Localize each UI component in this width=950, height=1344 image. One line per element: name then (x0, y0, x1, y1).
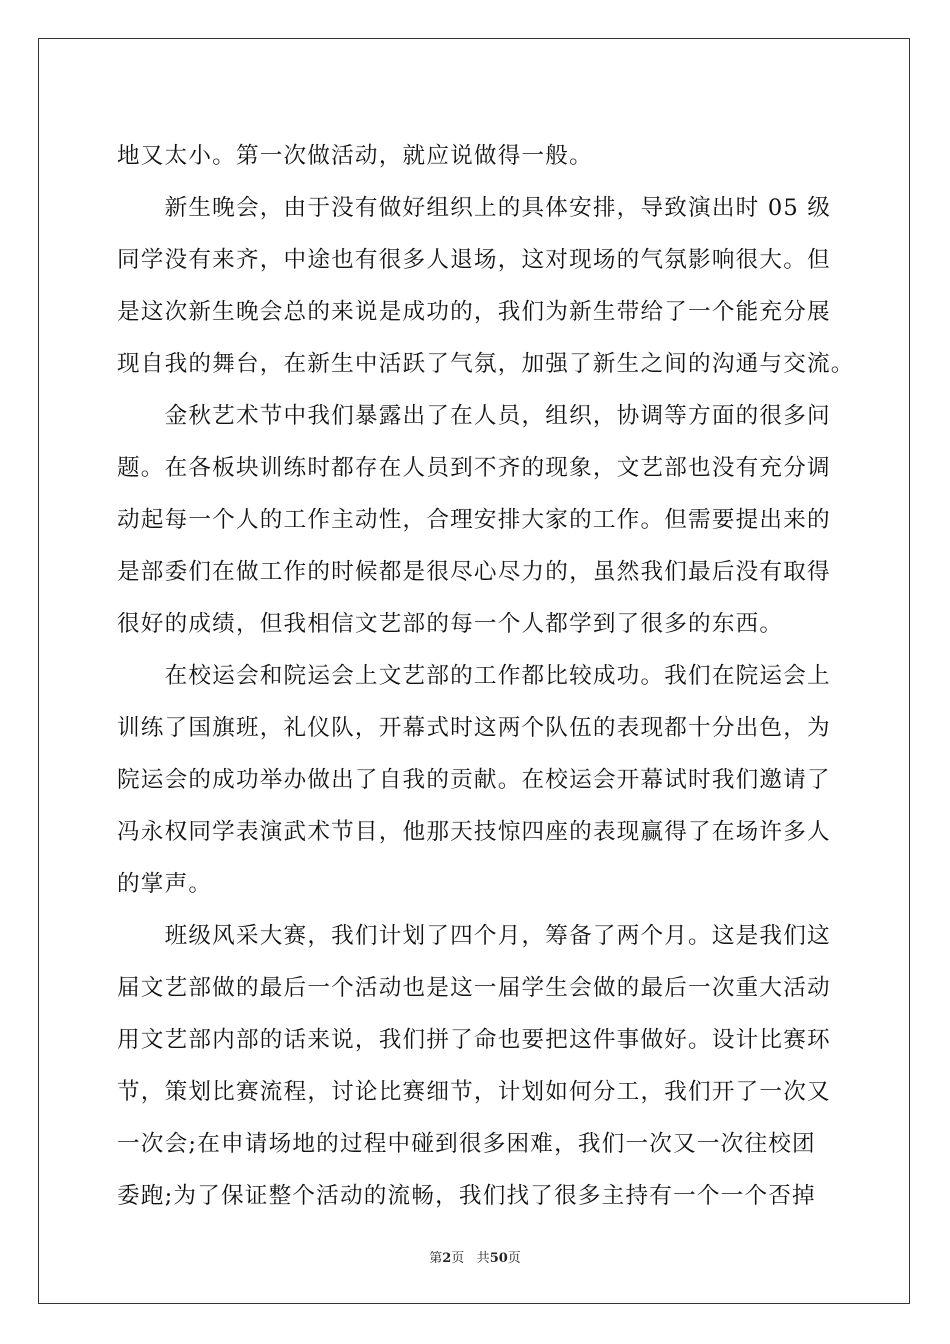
text-line: 院运会的成功举办做出了自我的贡献。在校运会开幕试时我们邀请了 (117, 767, 831, 793)
text-line: 班级风采大赛，我们计划了四个月，筹备了两个月。这是我们这 (117, 923, 831, 949)
text-line: 届文艺部做的最后一个活动也是这一届学生会做的最后一次重大活动 (117, 975, 831, 1001)
text-line: 委跑;为了保证整个活动的流畅，我们找了很多主持有一个一个否掉 (117, 1183, 816, 1209)
document-body (117, 130, 855, 1222)
text-line: 新生晚会，由于没有做好组织上的具体安排，导致演出时 05 级 (117, 195, 832, 221)
page-prefix: 第 (429, 1251, 443, 1266)
text-line: 很好的成绩，但我相信文艺部的每一个人都学到了很多的东西。 (117, 611, 784, 637)
total-suffix: 页 (507, 1251, 521, 1266)
text-line: 冯永权同学表演武术节目，他那天技惊四座的表现赢得了在场许多人 (117, 819, 831, 845)
text-line: 的掌声。 (117, 871, 213, 897)
page-suffix: 页 (451, 1251, 465, 1266)
text-line: 是这次新生晚会总的来说是成功的，我们为新生带给了一个能充分展 (117, 299, 831, 325)
text-line: 题。在各板块训练时都存在人员到不齐的现象，文艺部也没有充分调 (117, 455, 831, 481)
text-line: 一次会;在申请场地的过程中碰到很多困难，我们一次又一次往校团 (117, 1131, 816, 1157)
text-line: 训练了国旗班，礼仪队，开幕式时这两个队伍的表现都十分出色，为 (117, 715, 831, 741)
text-line: 用文艺部内部的话来说，我们拼了命也要把这件事做好。设计比赛环 (117, 1027, 831, 1053)
text-line: 动起每一个人的工作主动性，合理安排大家的工作。但需要提出来的 (117, 507, 831, 533)
text-line: 地又太小。第一次做活动，就应说做得一般。 (117, 143, 593, 169)
total-prefix: 共 (476, 1251, 490, 1266)
text-line: 同学没有来齐，中途也有很多人退场，这对现场的气氛影响很大。但 (117, 247, 831, 273)
page-number: 2 (442, 1251, 452, 1266)
text-line: 节，策划比赛流程，讨论比赛细节，计划如何分工，我们开了一次又 (117, 1079, 831, 1105)
page-footer (0, 1247, 950, 1266)
total-pages: 50 (489, 1251, 508, 1266)
text-line: 是部委们在做工作的时候都是很尽心尽力的，虽然我们最后没有取得 (117, 559, 831, 585)
text-line: 现自我的舞台，在新生中活跃了气氛，加强了新生之间的沟通与交流。 (117, 351, 855, 377)
text-line: 金秋艺术节中我们暴露出了在人员，组织，协调等方面的很多问 (117, 403, 831, 429)
text-line: 在校运会和院运会上文艺部的工作都比较成功。我们在院运会上 (117, 663, 831, 689)
